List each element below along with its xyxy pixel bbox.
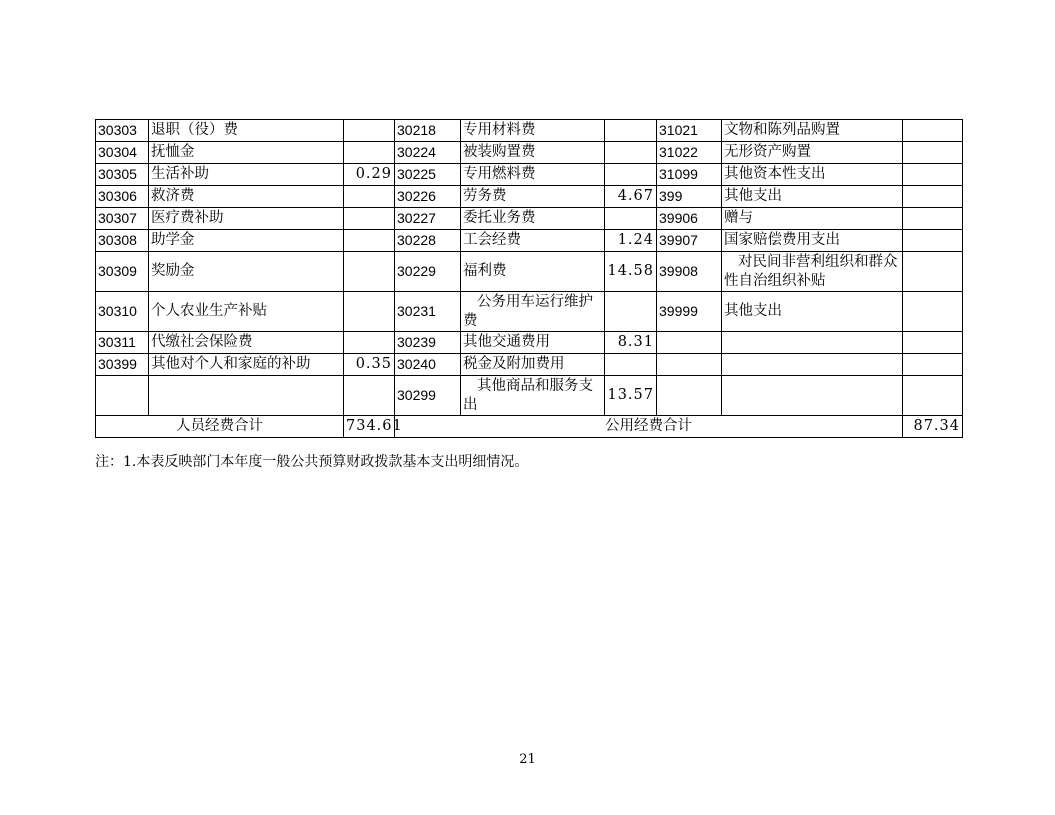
- table-row: [96, 186, 963, 208]
- item-name: 助学金: [149, 230, 344, 252]
- table-note: 注：1.本表反映部门本年度一般公共预算财政拨款基本支出明细情况。: [95, 454, 529, 470]
- amount: [344, 120, 395, 142]
- public-total-value: 87.34: [903, 416, 963, 438]
- economic-code: 39907: [657, 230, 722, 252]
- economic-code: 30303: [96, 120, 149, 142]
- economic-code: 31022: [657, 142, 722, 164]
- item-name: 其他支出: [722, 186, 903, 208]
- economic-code: 399: [657, 186, 722, 208]
- amount: [903, 252, 963, 292]
- item-name: 委托业务费: [461, 208, 605, 230]
- item-name: 福利费: [461, 252, 605, 292]
- item-name: 税金及附加费用: [461, 354, 605, 376]
- amount: [344, 230, 395, 252]
- item-name: 个人农业生产补贴: [149, 292, 344, 332]
- item-name: 文物和陈列品购置: [722, 120, 903, 142]
- item-name: 劳务费: [461, 186, 605, 208]
- economic-code: 30399: [96, 354, 149, 376]
- item-name: [149, 376, 344, 416]
- item-name: 公务用车运行维护费: [461, 292, 605, 332]
- item-name: 奖励金: [149, 252, 344, 292]
- item-name: 抚恤金: [149, 142, 344, 164]
- amount: 0.35: [344, 354, 395, 376]
- economic-code: 30240: [395, 354, 461, 376]
- economic-code: 30228: [395, 230, 461, 252]
- item-name: 对民间非营利组织和群众性自治组织补贴: [722, 252, 903, 292]
- amount: [903, 230, 963, 252]
- economic-code: [657, 354, 722, 376]
- economic-code: 39999: [657, 292, 722, 332]
- economic-code: 30308: [96, 230, 149, 252]
- table-row: [96, 142, 963, 164]
- amount: [605, 120, 657, 142]
- economic-code: 31021: [657, 120, 722, 142]
- economic-code: 30299: [395, 376, 461, 416]
- item-name: 其他交通费用: [461, 332, 605, 354]
- amount: [605, 142, 657, 164]
- amount: [903, 208, 963, 230]
- economic-code: 30310: [96, 292, 149, 332]
- amount: [903, 164, 963, 186]
- economic-code: 30309: [96, 252, 149, 292]
- economic-code: [657, 332, 722, 354]
- amount: [605, 292, 657, 332]
- amount: 13.57: [605, 376, 657, 416]
- table-row: [96, 292, 963, 332]
- amount: [344, 332, 395, 354]
- table-row: [96, 208, 963, 230]
- personnel-total-value: 734.61: [344, 416, 395, 438]
- table-row: [96, 354, 963, 376]
- amount: [903, 120, 963, 142]
- table-row: [96, 332, 963, 354]
- item-name: 退职（役）费: [149, 120, 344, 142]
- amount: 0.29: [344, 164, 395, 186]
- item-name: 其他对个人和家庭的补助: [149, 354, 344, 376]
- item-name: 代缴社会保险费: [149, 332, 344, 354]
- amount: [903, 292, 963, 332]
- amount: [344, 142, 395, 164]
- economic-code: 30231: [395, 292, 461, 332]
- amount: 14.58: [605, 252, 657, 292]
- item-name: 国家赔偿费用支出: [722, 230, 903, 252]
- amount: [344, 292, 395, 332]
- amount: [903, 332, 963, 354]
- table-row: [96, 164, 963, 186]
- table-row: [96, 252, 963, 292]
- amount: [605, 164, 657, 186]
- economic-code: 30311: [96, 332, 149, 354]
- amount: [344, 376, 395, 416]
- public-total-label: 公用经费合计: [395, 416, 903, 438]
- amount: [344, 208, 395, 230]
- economic-code: 30225: [395, 164, 461, 186]
- item-name: 医疗费补助: [149, 208, 344, 230]
- item-name: 专用燃料费: [461, 164, 605, 186]
- economic-code: 30304: [96, 142, 149, 164]
- economic-code: 39908: [657, 252, 722, 292]
- amount: [344, 252, 395, 292]
- economic-code: 30226: [395, 186, 461, 208]
- item-name: 赠与: [722, 208, 903, 230]
- table-row: [96, 230, 963, 252]
- economic-code: 30239: [395, 332, 461, 354]
- economic-code: 30218: [395, 120, 461, 142]
- personnel-total-label: 人员经费合计: [96, 416, 344, 438]
- economic-code: [657, 376, 722, 416]
- economic-code: 30306: [96, 186, 149, 208]
- economic-code: 30307: [96, 208, 149, 230]
- amount: [344, 186, 395, 208]
- amount: [903, 186, 963, 208]
- item-name: 无形资产购置: [722, 142, 903, 164]
- item-name: 其他商品和服务支出: [461, 376, 605, 416]
- economic-code: [96, 376, 149, 416]
- amount: 4.67: [605, 186, 657, 208]
- economic-code: 30229: [395, 252, 461, 292]
- amount: [903, 354, 963, 376]
- economic-code: 30227: [395, 208, 461, 230]
- amount: 8.31: [605, 332, 657, 354]
- item-name: 救济费: [149, 186, 344, 208]
- economic-code: 30224: [395, 142, 461, 164]
- item-name: 工会经费: [461, 230, 605, 252]
- item-name: [722, 354, 903, 376]
- amount: [903, 142, 963, 164]
- item-name: 生活补助: [149, 164, 344, 186]
- table-row: [96, 120, 963, 142]
- item-name: [722, 332, 903, 354]
- amount: [903, 376, 963, 416]
- item-name: 其他资本性支出: [722, 164, 903, 186]
- page-number: 21: [519, 752, 536, 767]
- amount: [605, 354, 657, 376]
- item-name: 专用材料费: [461, 120, 605, 142]
- economic-code: 30305: [96, 164, 149, 186]
- totals-row: [96, 416, 963, 438]
- item-name: 被装购置费: [461, 142, 605, 164]
- economic-code: 39906: [657, 208, 722, 230]
- economic-code: 31099: [657, 164, 722, 186]
- table-row: [96, 376, 963, 416]
- amount: [605, 208, 657, 230]
- expenditure-detail-table: [95, 119, 963, 438]
- item-name: [722, 376, 903, 416]
- item-name: 其他支出: [722, 292, 903, 332]
- amount: 1.24: [605, 230, 657, 252]
